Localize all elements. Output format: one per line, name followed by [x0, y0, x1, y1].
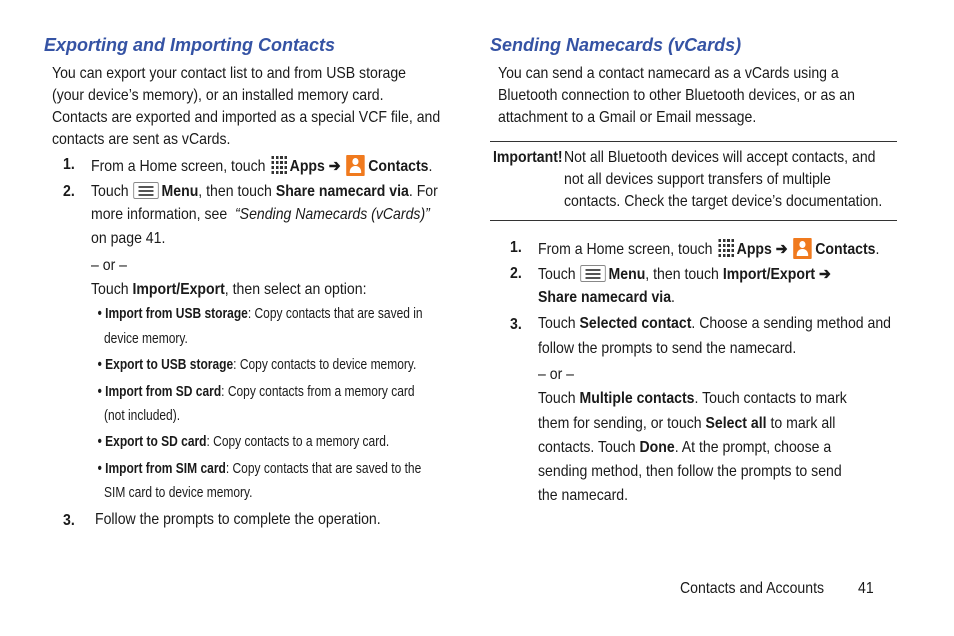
footer-section: Contacts and Accounts — [680, 580, 825, 597]
bullet: • — [97, 460, 106, 477]
important-line-2: not all devices support transfers of multiple — [564, 171, 831, 188]
important-top-rule — [490, 141, 897, 142]
right-intro-2: Bluetooth connection to other Bluetooth devices, or as an — [498, 87, 855, 104]
option-export-usb: • Export to USB storage: Copy contacts to device memory. — [97, 356, 417, 373]
left-intro-4: contacts are sent as vCards. — [52, 131, 231, 148]
option-import-sd: • Import from SD card: Copy contacts from a memory card — [97, 383, 415, 400]
left-step1: From a Home screen, touch Apps ➔ Contacts. — [91, 155, 479, 176]
left-step2-line3: on page 41. — [91, 230, 166, 247]
menu-key-icon — [580, 265, 606, 282]
right-step3-line3: Touch Multiple contacts. Touch contacts to mark — [538, 390, 847, 407]
right-step2-line2: Share namecard via. — [538, 289, 675, 306]
bullet: • — [97, 356, 106, 373]
option-import-usb: • Import from USB storage: Copy contacts that are saved in — [97, 305, 423, 322]
right-step3-line6: sending method, then follow the prompts to send — [538, 463, 842, 480]
left-step2-or: – or – — [91, 257, 128, 274]
right-step3-number: 3. — [510, 316, 522, 333]
right-intro-1: You can send a contact namecard as a vCards using a — [498, 65, 839, 82]
left-step3: Follow the prompts to complete the operation. — [95, 511, 381, 528]
left-step2-number: 2. — [63, 183, 75, 200]
right-step2-line1: Touch Menu, then touch Import/Export ➔ — [538, 266, 831, 283]
left-intro-2: (your device’s memory), or an installed memory card. — [52, 87, 384, 104]
right-step3-line7: the namecard. — [538, 487, 629, 504]
footer-page-number: 41 — [858, 580, 874, 597]
right-step3-or: – or – — [538, 366, 575, 383]
option-import-sd-cont: (not included). — [104, 407, 181, 424]
left-step2-line2: more information, see “Sending Namecards (vCards)” — [91, 206, 430, 223]
bullet: • — [97, 433, 106, 450]
right-step3-line2: follow the prompts to send the namecard. — [538, 340, 797, 357]
right-intro-3: attachment to a Gmail or Email message. — [498, 109, 757, 126]
menu-key-icon — [133, 182, 159, 199]
important-label: Important! — [493, 149, 563, 166]
right-step2-number: 2. — [510, 265, 522, 282]
left-step3-number: 3. — [63, 512, 75, 529]
apps-grid-icon — [271, 156, 287, 174]
contacts-person-icon — [346, 155, 364, 176]
right-step1: From a Home screen, touch Apps ➔ Contacts. — [538, 238, 926, 259]
left-step1-number: 1. — [63, 156, 75, 173]
left-intro-3: Contacts are exported and imported as a special VCF file, and — [52, 109, 441, 126]
right-step3-line1: Touch Selected contact. Choose a sending method and — [538, 315, 892, 332]
apps-grid-icon — [718, 239, 734, 257]
option-import-sim-cont: SIM card to device memory. — [104, 484, 253, 501]
left-step2-line1: Touch Menu, then touch Share namecard via. For — [91, 183, 438, 200]
contacts-person-icon — [793, 238, 811, 259]
left-intro-1: You can export your contact list to and from USB storage — [52, 65, 407, 82]
right-step1-number: 1. — [510, 239, 522, 256]
right-heading: Sending Namecards (vCards) — [490, 35, 742, 55]
bullet: • — [97, 305, 106, 322]
option-import-sim: • Import from SIM card: Copy contacts that are saved to the — [97, 460, 422, 477]
right-step3-line5: contacts. Touch Done. At the prompt, choose a — [538, 439, 832, 456]
bullet: • — [97, 383, 106, 400]
left-heading: Exporting and Importing Contacts — [44, 35, 335, 55]
option-export-sd: • Export to SD card: Copy contacts to a memory card. — [97, 433, 390, 450]
important-line-1: Not all Bluetooth devices will accept contacts, and — [564, 149, 876, 166]
option-import-usb-cont: device memory. — [104, 330, 188, 347]
right-step3-line4: them for sending, or touch Select all to mark all — [538, 415, 836, 432]
left-step2-line4: Touch Import/Export, then select an option: — [91, 281, 367, 298]
important-bottom-rule — [490, 220, 897, 221]
important-line-3: contacts. Check the target device’s documentation. — [564, 193, 883, 210]
